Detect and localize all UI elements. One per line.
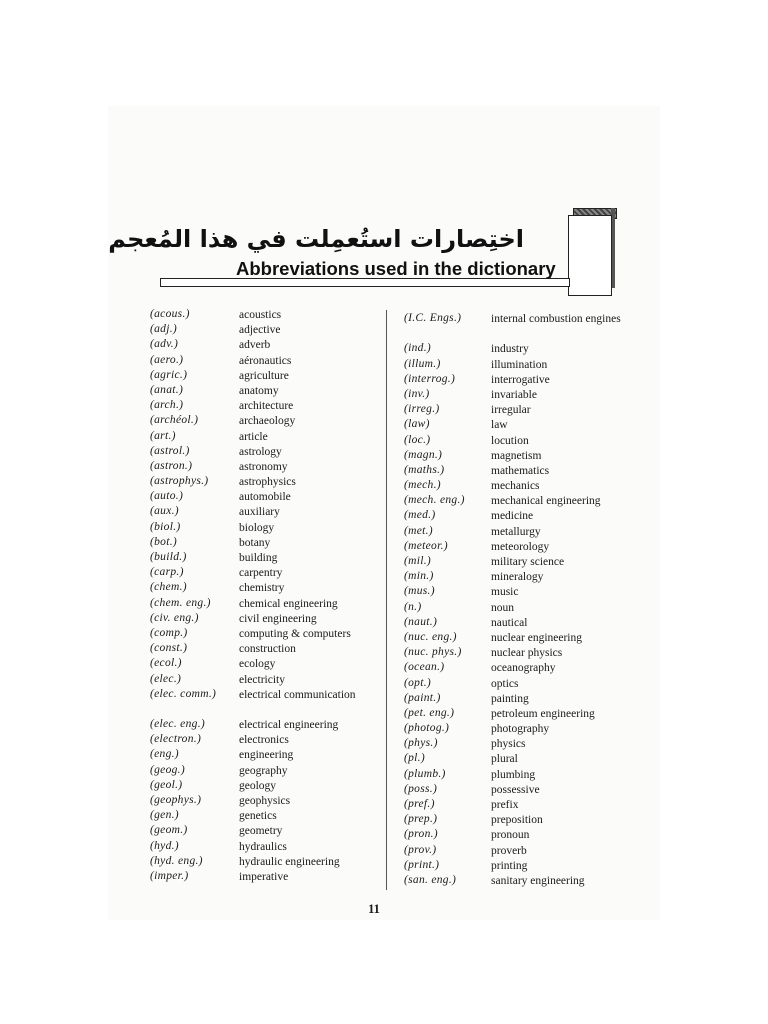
abbreviation-meaning: mathematics [491,464,550,477]
abbreviation-entry [404,358,624,373]
abbreviation: (n.) [404,600,422,613]
abbreviation-meaning: astrology [239,445,282,458]
abbreviation-meaning: interrogative [491,373,550,386]
abbreviation-meaning: genetics [239,810,277,823]
abbreviation-entry [150,536,382,551]
abbreviation-entry [150,308,382,323]
abbreviation: (irreg.) [404,403,440,416]
abbreviation-entry [404,692,624,707]
abbreviation-meaning: preposition [491,814,543,827]
abbreviation: (prov.) [404,843,437,856]
abbreviation-entry [150,824,382,839]
abbreviation: (const.) [150,642,188,655]
abbreviation: (aero.) [150,353,184,366]
abbreviation-entry [150,779,382,794]
abbreviation-entry [404,464,624,479]
abbreviation-meaning: meteorology [491,540,550,553]
abbreviation-meaning: plumbing [491,768,536,781]
abbreviation-entry [150,870,382,885]
abbreviation-meaning: architecture [239,400,294,413]
abbreviation-meaning: adjective [239,324,281,337]
abbreviation-meaning: engineering [239,749,294,762]
abbreviation-entry [404,828,624,843]
abbreviation-meaning: sanitary engineering [491,874,585,887]
abbreviation: (san. eng.) [404,873,457,886]
abbreviation-entry [150,733,382,748]
abbreviation-meaning: medicine [491,510,534,523]
abbreviation: (med.) [404,509,436,522]
abbreviation: (chem. eng.) [150,596,211,609]
abbreviation: (astrol.) [150,444,190,457]
abbreviation: (gen.) [150,809,179,822]
abbreviation-meaning: building [239,552,278,564]
abbreviation-entry [150,521,382,536]
abbreviation-meaning: geology [239,779,277,792]
abbreviation-meaning: proverb [491,844,527,857]
abbreviation-meaning: internal combustion engines [491,313,621,325]
abbreviation-meaning: music [491,586,519,599]
abbreviation-meaning: mineralogy [491,571,544,584]
abbreviation: (I.C. Engs.) [404,312,462,324]
abbreviation-entry [404,768,624,783]
abbreviation: (aux.) [150,505,179,518]
abbreviation-entry [404,722,624,737]
abbreviation-meaning: automobile [239,491,291,504]
abbreviation-meaning: hydraulics [239,840,287,853]
abbreviation-entry [404,403,624,418]
abbreviation: (prep.) [404,813,438,826]
abbreviation-meaning: military science [491,556,565,569]
abbreviation-entry [404,859,624,874]
abbreviation: (civ. eng.) [150,611,199,624]
abbreviation-meaning: physics [491,738,526,751]
abbreviation: (pref.) [404,798,435,811]
abbreviation-entry [404,707,624,722]
abbreviation-entry [150,369,382,384]
abbreviation-meaning: chemical engineering [239,597,338,610]
abbreviation-meaning: mechanical engineering [491,495,601,508]
abbreviation-entry [150,581,382,596]
abbreviation-meaning: chemistry [239,582,285,595]
abbreviation-entry [404,752,624,767]
abbreviation-entry [150,855,382,870]
abbreviation-meaning: geography [239,764,288,777]
abbreviation-meaning: adverb [239,339,271,352]
abbreviation-entry [404,434,624,449]
abbreviation-entry [404,798,624,813]
abbreviation-meaning: acoustics [239,309,282,321]
abbreviation-meaning: biology [239,521,275,534]
abbreviation-meaning: electricity [239,673,285,686]
abbreviation: (ecol.) [150,657,182,670]
abbreviation-entry [404,844,624,859]
abbreviation: (comp.) [150,626,188,639]
abbreviation-entry [404,783,624,798]
abbreviation: (photog.) [404,722,450,735]
abbreviation-entry [404,737,624,752]
abbreviation-entry [404,601,624,616]
abbreviation: (elec.) [150,672,182,685]
abbreviation: (imper.) [150,869,189,882]
right-abbreviation-list [404,312,624,889]
abbreviation: (mech. eng.) [404,494,465,507]
abbreviation-meaning: irregular [491,404,531,417]
abbreviation-entry [404,388,624,403]
abbreviation: (geophys.) [150,794,202,807]
abbreviation: (plumb.) [404,767,446,780]
abbreviation: (mus.) [404,585,435,598]
abbreviation-entry [150,627,382,642]
abbreviation-entry [150,809,382,824]
abbreviation: (astron.) [150,459,193,472]
abbreviation-entry [150,354,382,369]
abbreviation-entry [150,673,382,688]
abbreviation-entry [404,646,624,661]
abbreviation-meaning: locution [491,434,529,447]
abbreviation: (pron.) [404,828,438,841]
abbreviation: (nuc. eng.) [404,630,457,643]
abbreviation: (interrog.) [404,372,456,385]
abbreviation-entry [404,494,624,509]
abbreviation: (naut.) [404,615,438,628]
abbreviation-entry [150,414,382,429]
abbreviation-entry [150,384,382,399]
abbreviation-entry [150,399,382,414]
abbreviation-entry [150,748,382,763]
abbreviation-meaning: geophysics [239,795,291,808]
abbreviation: (chem.) [150,581,187,594]
abbreviation: (print.) [404,858,440,871]
abbreviation-entry [150,551,382,566]
abbreviation: (biol.) [150,520,181,533]
abbreviation-meaning: electrical engineering [239,719,339,732]
abbreviation-meaning: magnetism [491,449,542,462]
abbreviation-meaning: botany [239,536,271,549]
abbreviation: (adv.) [150,338,179,351]
abbreviation-entry [150,597,382,612]
abbreviation-meaning: article [239,430,268,443]
abbreviation: (opt.) [404,676,432,689]
abbreviation-entry [404,540,624,555]
abbreviation: (nuc. phys.) [404,646,462,659]
abbreviation-meaning: archaeology [239,415,296,428]
abbreviation-meaning: oceanography [491,662,556,675]
abbreviation: (pl.) [404,752,425,765]
abbreviation: (phys.) [404,737,438,750]
abbreviation: (anat.) [150,383,184,396]
abbreviation-meaning: carpentry [239,567,283,580]
abbreviation-entry [404,661,624,676]
abbreviation-entry [150,460,382,475]
abbreviation-entry [150,323,382,338]
abbreviation: (poss.) [404,782,438,795]
abbreviation-entry [150,475,382,490]
abbreviation-entry [150,794,382,809]
abbreviation-meaning: pronoun [491,829,530,842]
abbreviation: (meteor.) [404,539,448,552]
abbreviation: (min.) [404,570,434,583]
abbreviation: (ocean.) [404,661,445,674]
abbreviation-meaning: printing [491,859,528,872]
abbreviation-entry [404,631,624,646]
abbreviation-entry [150,445,382,460]
abbreviation-entry [150,490,382,505]
abbreviation-meaning: optics [491,677,519,690]
abbreviation-entry [404,373,624,388]
abbreviation-meaning: industry [491,343,529,356]
abbreviation-meaning: ecology [239,658,276,671]
abbreviation: (acous.) [150,308,190,320]
abbreviation-meaning: imperative [239,870,289,883]
column-divider [386,310,387,890]
abbreviation: (elec. eng.) [150,718,205,731]
abbreviation-entry [150,505,382,520]
abbreviation-entry [404,342,624,357]
arabic-title: اختِصارات استُعمِلت في هذا المُعجم [108,225,524,253]
abbreviation-entry [150,657,382,672]
abbreviation-meaning: nautical [491,616,528,629]
abbreviation-meaning: mechanics [491,480,540,493]
abbreviation-meaning: computing & computers [239,627,351,640]
abbreviation-meaning: prefix [491,799,519,812]
abbreviation: (magn.) [404,448,443,461]
abbreviation: (archéol.) [150,414,199,427]
abbreviation: (eng.) [150,748,179,761]
abbreviation: (geol.) [150,778,183,791]
abbreviation-meaning: petroleum engineering [491,707,595,720]
abbreviation-entry [404,418,624,433]
abbreviation: (ind.) [404,342,432,355]
abbreviation-entry [150,642,382,657]
abbreviation-entry [404,585,624,600]
abbreviation-meaning: electronics [239,734,289,747]
abbreviation: (build.) [150,551,187,563]
abbreviation-meaning: law [491,419,508,432]
abbreviation-entry [150,612,382,627]
abbreviation-entry [150,840,382,855]
abbreviation: (hyd. eng.) [150,854,203,867]
abbreviation-meaning: geometry [239,825,283,838]
abbreviation: (carp.) [150,566,184,579]
abbreviation-entry [150,718,382,733]
abbreviation: (art.) [150,429,176,442]
abbreviation-entry [404,616,624,631]
abbreviation: (adj.) [150,323,178,336]
abbreviation-meaning: civil engineering [239,612,317,625]
abbreviation-meaning: nuclear engineering [491,631,582,644]
abbreviation-entry [404,312,624,342]
abbreviation: (electron.) [150,733,202,746]
abbreviation-entry [404,570,624,585]
abbreviation: (inv.) [404,387,430,400]
abbreviation-entry [404,525,624,540]
abbreviation-meaning: construction [239,643,296,656]
abbreviation: (met.) [404,524,433,537]
abbreviation: (mech.) [404,479,441,492]
abbreviation-entry [150,338,382,353]
abbreviation: (pet. eng.) [404,706,455,719]
abbreviation-meaning: electrical communication [239,688,356,701]
abbreviation: (mil.) [404,555,432,568]
abbreviation: (paint.) [404,691,441,704]
abbreviation-meaning: metallurgy [491,525,541,538]
abbreviation-meaning: noun [491,601,514,614]
title-box [568,215,612,296]
abbreviation-entry [404,555,624,570]
page-number: 11 [368,902,380,916]
abbreviation-entry [404,479,624,494]
abbreviation-meaning: illumination [491,358,548,371]
abbreviation-meaning: astrophysics [239,476,296,489]
abbreviation-entry [404,677,624,692]
abbreviation-entry [404,813,624,828]
abbreviation: (elec. comm.) [150,687,217,700]
abbreviation: (maths.) [404,463,445,476]
abbreviation-entry [150,764,382,779]
english-title: Abbreviations used in the dictionary [236,258,556,279]
abbreviation: (geom.) [150,824,188,837]
abbreviation-entry [150,688,382,718]
abbreviation: (illum.) [404,357,441,370]
abbreviation-meaning: astronomy [239,460,288,473]
abbreviation: (loc.) [404,433,431,446]
abbreviation: (agric.) [150,368,188,381]
abbreviation: (astrophys.) [150,475,209,488]
abbreviation: (hyd.) [150,839,179,852]
abbreviation: (auto.) [150,490,184,503]
abbreviation-meaning: auxiliary [239,506,280,519]
abbreviation: (arch.) [150,399,184,412]
abbreviation-entry [404,449,624,464]
abbreviation: (law) [404,418,430,431]
abbreviation-meaning: invariable [491,388,537,401]
left-abbreviation-list [150,308,382,885]
abbreviation-meaning: photography [491,723,550,736]
abbreviation-meaning: agriculture [239,369,289,382]
abbreviation-meaning: plural [491,753,518,766]
abbreviation-entry [404,874,624,889]
abbreviation-meaning: anatomy [239,384,279,397]
abbreviation-meaning: aéronautics [239,354,292,367]
abbreviation: (geog.) [150,763,185,776]
abbreviation-meaning: hydraulic engineering [239,855,340,868]
abbreviation-meaning: possessive [491,783,540,796]
abbreviation-entry [150,430,382,445]
abbreviation-entry [150,566,382,581]
abbreviation-meaning: painting [491,692,529,705]
abbreviation: (bot.) [150,535,178,548]
abbreviation-meaning: nuclear physics [491,647,563,660]
abbreviation-entry [404,509,624,524]
